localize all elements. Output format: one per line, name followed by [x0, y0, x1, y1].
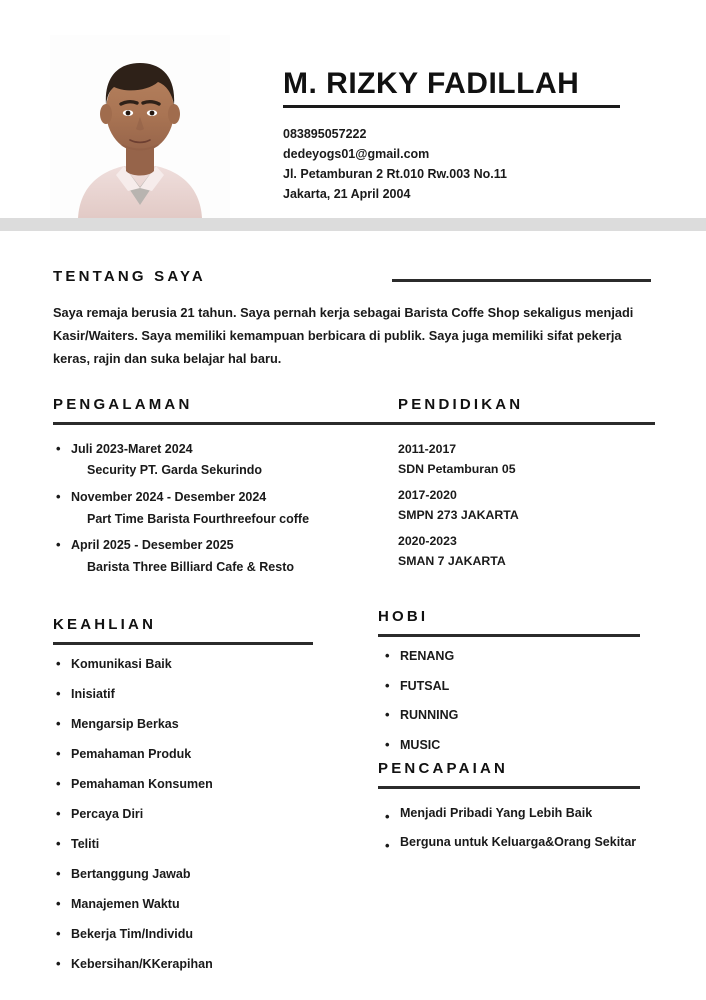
education-school: SMAN 7 JAKARTA: [398, 553, 506, 568]
education-title: PENDIDIKAN: [398, 396, 524, 413]
education-item: [398, 486, 658, 526]
contact-address: Jl. Petamburan 2 Rt.010 Rw.003 No.11: [283, 167, 507, 181]
hobbies-rule: [378, 634, 640, 637]
section-achievements: [378, 760, 642, 861]
experience-title: PENGALAMAN: [53, 396, 193, 413]
education-years: 2020-2023: [398, 533, 457, 548]
contact-block: [283, 124, 643, 205]
about-body: Saya remaja berusia 21 tahun. Saya pernah kerja sebagai Barista Coffe Shop sekaligus menjadi Kasir/Waiters. Saya memiliki kemampuan berbicara di publik. Saya juga memiliki sifat pekerja keras, rajin dan suka belajar hal baru.: [53, 305, 634, 366]
experience-date: • Juli 2023-Maret 2024: [53, 440, 363, 459]
portrait-illustration: [50, 35, 230, 218]
section-skills: [53, 616, 315, 988]
education-list: [398, 440, 658, 577]
about-heading-row: [53, 268, 653, 292]
section-hobbies: [378, 608, 642, 768]
header-text-block: [283, 68, 643, 205]
skills-heading-row: [53, 616, 315, 646]
education-item: [398, 440, 658, 480]
list-item: • Pemahaman Produk: [53, 748, 315, 761]
contact-phone: 083895057222: [283, 126, 367, 141]
hobbies-heading-row: [378, 608, 642, 638]
skills-rule: [53, 642, 313, 645]
about-rule: [392, 279, 651, 282]
hobbies-list: [378, 650, 642, 751]
experience-date: • November 2024 - Desember 2024: [53, 488, 363, 507]
list-item: • Bekerja Tim/Individu: [53, 928, 315, 941]
experience-role: Part Time Barista Fourthreefour coffe: [87, 511, 310, 526]
list-item: • Berguna untuk Keluarga&Orang Sekitar: [378, 832, 642, 854]
section-about: [53, 268, 653, 370]
education-years: 2017-2020: [398, 487, 457, 502]
achievements-rule: [378, 786, 640, 789]
name-underline: [283, 105, 620, 108]
profile-photo: [50, 35, 230, 218]
skills-title: KEAHLIAN: [53, 616, 157, 633]
contact-birth: Jakarta, 21 April 2004: [283, 187, 411, 202]
education-school: SDN Petamburan 05: [398, 461, 516, 476]
experience-item: [53, 440, 363, 483]
experience-item: [53, 536, 363, 579]
experience-date: • April 2025 - Desember 2025: [53, 536, 363, 555]
education-item: [398, 532, 658, 572]
experience-education-row: [53, 396, 655, 630]
list-item: • Teliti: [53, 838, 315, 851]
experience-list: [53, 440, 363, 584]
list-item: • Menjadi Pribadi Yang Lebih Baik: [378, 803, 642, 825]
list-item: • Inisiatif: [53, 688, 315, 701]
education-school: SMPN 273 JAKARTA: [398, 507, 519, 522]
experience-role: Security PT. Garda Sekurindo: [87, 463, 263, 478]
about-title: TENTANG SAYA: [53, 268, 206, 285]
achievements-list: [378, 803, 642, 854]
achievements-heading-row: [378, 760, 642, 790]
header-divider-band: [0, 218, 706, 231]
list-item: • FUTSAL: [378, 680, 642, 693]
experience-role: Barista Three Billiard Cafe & Resto: [87, 559, 295, 574]
hobbies-title: HOBI: [378, 608, 429, 625]
skills-list: [53, 658, 315, 971]
list-item: • MUSIC: [378, 739, 642, 752]
list-item: • Kebersihan/KKerapihan: [53, 958, 315, 971]
experience-item: [53, 488, 363, 531]
list-item: • RENANG: [378, 650, 642, 663]
exp-edu-heading-row: [53, 396, 655, 426]
list-item: • Pemahaman Konsumen: [53, 778, 315, 791]
achievements-title: PENCAPAIAN: [378, 760, 509, 777]
list-item: • Percaya Diri: [53, 808, 315, 821]
list-item: • Mengarsip Berkas: [53, 718, 315, 731]
contact-email: dedeyogs01@gmail.com: [283, 146, 430, 161]
list-item: • Komunikasi Baik: [53, 658, 315, 671]
list-item: • Manajemen Waktu: [53, 898, 315, 911]
education-years: 2011-2017: [398, 442, 457, 456]
cv-header: [0, 0, 706, 218]
page-title: M. RIZKY FADILLAH: [283, 67, 580, 100]
list-item: • RUNNING: [378, 709, 642, 722]
list-item: • Bertanggung Jawab: [53, 868, 315, 881]
exp-edu-rule: [53, 422, 655, 425]
